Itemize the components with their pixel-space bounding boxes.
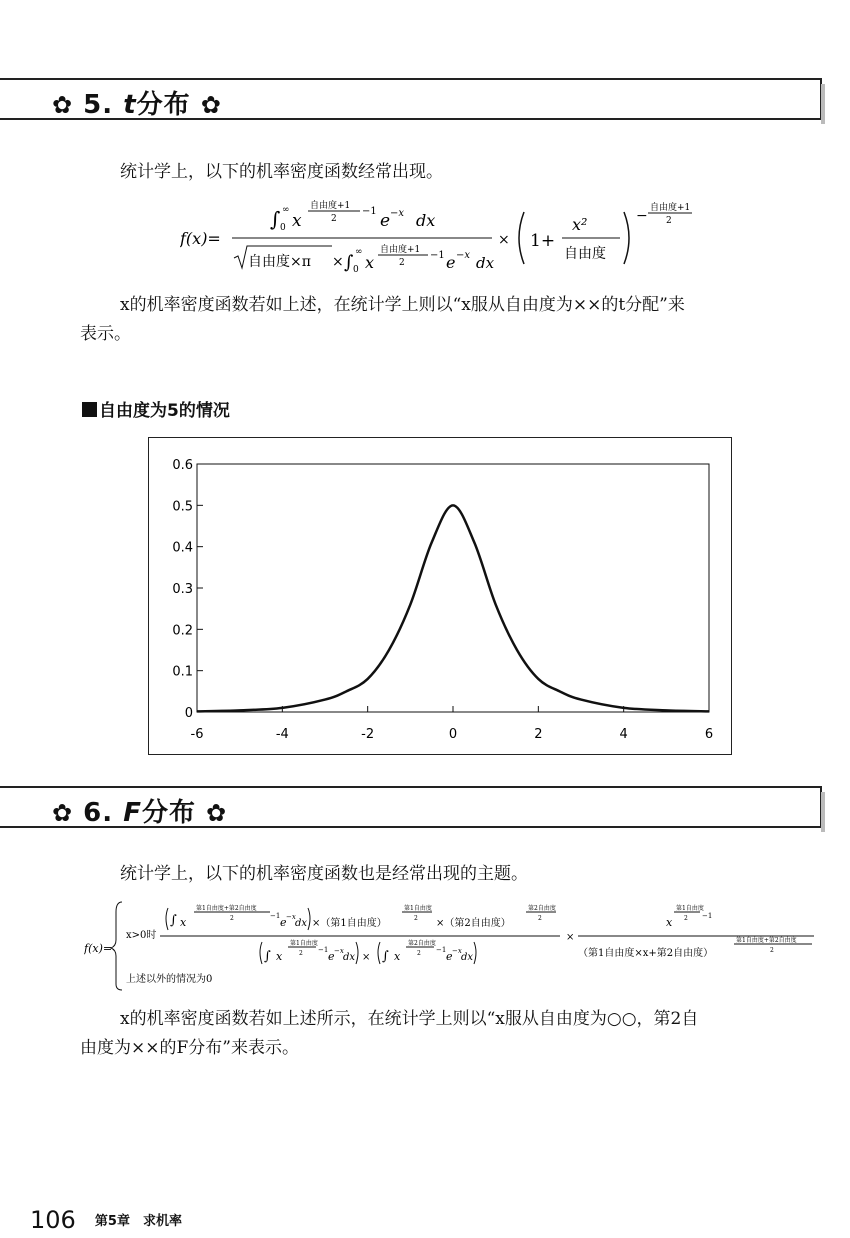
x-tick-label: 0 xyxy=(448,727,458,742)
base-e: e xyxy=(280,916,287,929)
f-density-formula xyxy=(84,898,824,994)
chapter-label: 第5章 求机率 xyxy=(94,1214,182,1229)
flower-icon: ✿ xyxy=(200,91,222,119)
title-italic: F xyxy=(123,798,142,828)
e-exponent: −x xyxy=(390,208,405,219)
t-density-formula xyxy=(180,196,720,282)
t-distribution-chart xyxy=(149,438,730,753)
exponent-tail: −1 xyxy=(318,946,329,954)
e-exponent: −x xyxy=(452,947,462,955)
second-df-factor: ×（第2自由度） xyxy=(436,918,511,929)
exponent-bottom: 2 xyxy=(417,950,421,957)
exponent-bottom: 2 xyxy=(684,915,688,922)
base-x: x xyxy=(276,950,283,963)
exponent-top: 第2自由度 xyxy=(408,940,436,947)
y-tick-label: 0 xyxy=(184,706,193,721)
dx-text: dx xyxy=(461,952,474,963)
formula-lhs: f(x)= xyxy=(84,942,113,955)
integral-lower: 0 xyxy=(280,223,286,233)
section-number: 6. xyxy=(83,798,114,828)
y-tick-label: 0.5 xyxy=(172,499,193,515)
y-tick-label: 0.1 xyxy=(172,664,193,680)
density-curve xyxy=(197,505,709,711)
base-x: x xyxy=(666,916,673,929)
integral-symbol: ∫ xyxy=(270,207,281,231)
exponent-bottom: 2 xyxy=(414,915,418,922)
integral-symbol: ∫ xyxy=(382,949,389,964)
integral-lower: 0 xyxy=(353,265,359,275)
exponent-top: 第1自由度 xyxy=(404,905,432,912)
exponent-top: 自由度+1 xyxy=(310,201,351,211)
base-x: x xyxy=(180,916,187,929)
e-exponent: −x xyxy=(286,913,296,921)
one-plus: 1+ xyxy=(530,231,556,251)
x-tick-label: -6 xyxy=(190,727,204,742)
e-exponent: −x xyxy=(456,250,471,261)
plot-area xyxy=(197,464,709,712)
header-shadow xyxy=(821,792,825,832)
title-text: 分布 xyxy=(136,90,191,120)
exponent-bottom: 2 xyxy=(538,915,542,922)
exponent-tail: −1 xyxy=(436,946,447,954)
exponent-tail: −1 xyxy=(430,250,445,261)
base-e: e xyxy=(380,211,391,231)
section-5-header xyxy=(0,78,822,120)
exponent-tail: −1 xyxy=(362,206,377,217)
section-6-header xyxy=(0,786,822,828)
exponent-tail: −1 xyxy=(270,912,281,920)
title-text: 分布 xyxy=(141,798,196,828)
case-otherwise: 上述以外的情况为0 xyxy=(126,974,213,985)
formula-lhs: f(x)= xyxy=(180,229,221,248)
integral-upper: ∞ xyxy=(282,205,290,215)
inner-denominator: 自由度 xyxy=(564,246,606,262)
section-5-description xyxy=(80,291,800,349)
outer-exponent-bottom: 2 xyxy=(666,216,672,226)
times-symbol: × xyxy=(566,932,575,943)
x-tick-label: -2 xyxy=(361,727,375,742)
flower-icon: ✿ xyxy=(52,91,74,119)
x-tick-label: -4 xyxy=(275,727,289,742)
exponent-top: 第2自由度 xyxy=(528,905,556,912)
outer-minus: − xyxy=(636,208,648,224)
integral-symbol: ∫ xyxy=(170,913,177,928)
y-tick-label: 0.6 xyxy=(172,458,193,473)
exponent-bottom: 2 xyxy=(399,258,405,268)
description-line: x的机率密度函数若如上述，在统计学上则以“x服从自由度为××的t分配”来 xyxy=(120,295,685,315)
flower-icon: ✿ xyxy=(206,799,228,827)
section-6-intro: 统计学上，以下的机率密度函数也是经常出现的主题。 xyxy=(120,864,528,884)
section-5-intro: 统计学上，以下的机率密度函数经常出现。 xyxy=(120,162,443,182)
section-6-description xyxy=(80,1005,800,1063)
exponent-top: 第1自由度+第2自由度 xyxy=(736,937,797,944)
base-x: x xyxy=(365,253,375,272)
base-e: e xyxy=(328,950,335,963)
description-line: 由度为××的F分布”来表示。 xyxy=(80,1038,299,1058)
base-e: e xyxy=(446,253,456,272)
case-condition: x>0时 xyxy=(126,930,157,941)
right-denominator: （第1自由度×x+第2自由度） xyxy=(578,948,714,959)
y-axis xyxy=(172,458,203,721)
first-df-factor: ×（第1自由度） xyxy=(312,918,387,929)
sqrt-content: 自由度×π xyxy=(248,254,311,270)
page-number: 106 xyxy=(30,1206,76,1234)
dx-text: dx xyxy=(295,918,308,929)
exponent-top: 第1自由度 xyxy=(290,940,318,947)
outer-exponent-top: 自由度+1 xyxy=(650,203,691,213)
x-tick-label: 6 xyxy=(704,727,714,742)
description-line: 表示。 xyxy=(80,324,131,344)
inner-numerator: x² xyxy=(572,215,588,234)
integral-symbol: ∫ xyxy=(264,949,271,964)
exponent-tail: −1 xyxy=(702,912,713,920)
dx-text: dx xyxy=(343,952,356,963)
flower-icon: ✿ xyxy=(52,799,74,827)
x-axis xyxy=(191,706,714,742)
header-shadow xyxy=(821,84,825,124)
page-footer xyxy=(30,1206,182,1234)
title-italic: t xyxy=(123,90,137,120)
section-6-title xyxy=(52,792,227,829)
x-tick-label: 4 xyxy=(619,727,628,742)
base-x: x xyxy=(292,211,302,231)
times-symbol: × xyxy=(332,254,344,270)
section-number: 5. xyxy=(83,90,114,120)
square-bullet-icon xyxy=(82,402,97,417)
section-5-title xyxy=(52,84,222,121)
times-symbol: × xyxy=(362,952,371,963)
description-line: x的机率密度函数若如上述所示，在统计学上则以“x服从自由度为○○，第2自 xyxy=(120,1009,699,1029)
times-symbol: × xyxy=(498,232,510,248)
exponent-bottom: 2 xyxy=(299,950,303,957)
x-tick-label: 2 xyxy=(534,727,543,742)
integral-upper: ∞ xyxy=(355,247,363,257)
exponent-bottom: 2 xyxy=(230,915,234,922)
exponent-bottom: 2 xyxy=(331,214,337,224)
dx-text: dx xyxy=(416,211,436,230)
base-e: e xyxy=(446,950,453,963)
y-tick-label: 0.3 xyxy=(172,582,193,597)
integral-symbol: ∫ xyxy=(344,252,354,273)
exponent-top: 第1自由度+第2自由度 xyxy=(196,905,257,912)
chart-frame xyxy=(148,437,732,755)
dx-text: dx xyxy=(476,254,495,272)
y-tick-label: 0.4 xyxy=(172,540,193,556)
subheading-text: 自由度为5的情况 xyxy=(99,401,230,421)
base-x: x xyxy=(394,950,401,963)
y-tick-label: 0.2 xyxy=(172,623,193,639)
subheading xyxy=(82,396,230,421)
e-exponent: −x xyxy=(334,947,344,955)
exponent-top: 第1自由度 xyxy=(676,905,704,912)
exponent-top: 自由度+1 xyxy=(380,245,421,255)
exponent-bottom: 2 xyxy=(770,947,774,954)
